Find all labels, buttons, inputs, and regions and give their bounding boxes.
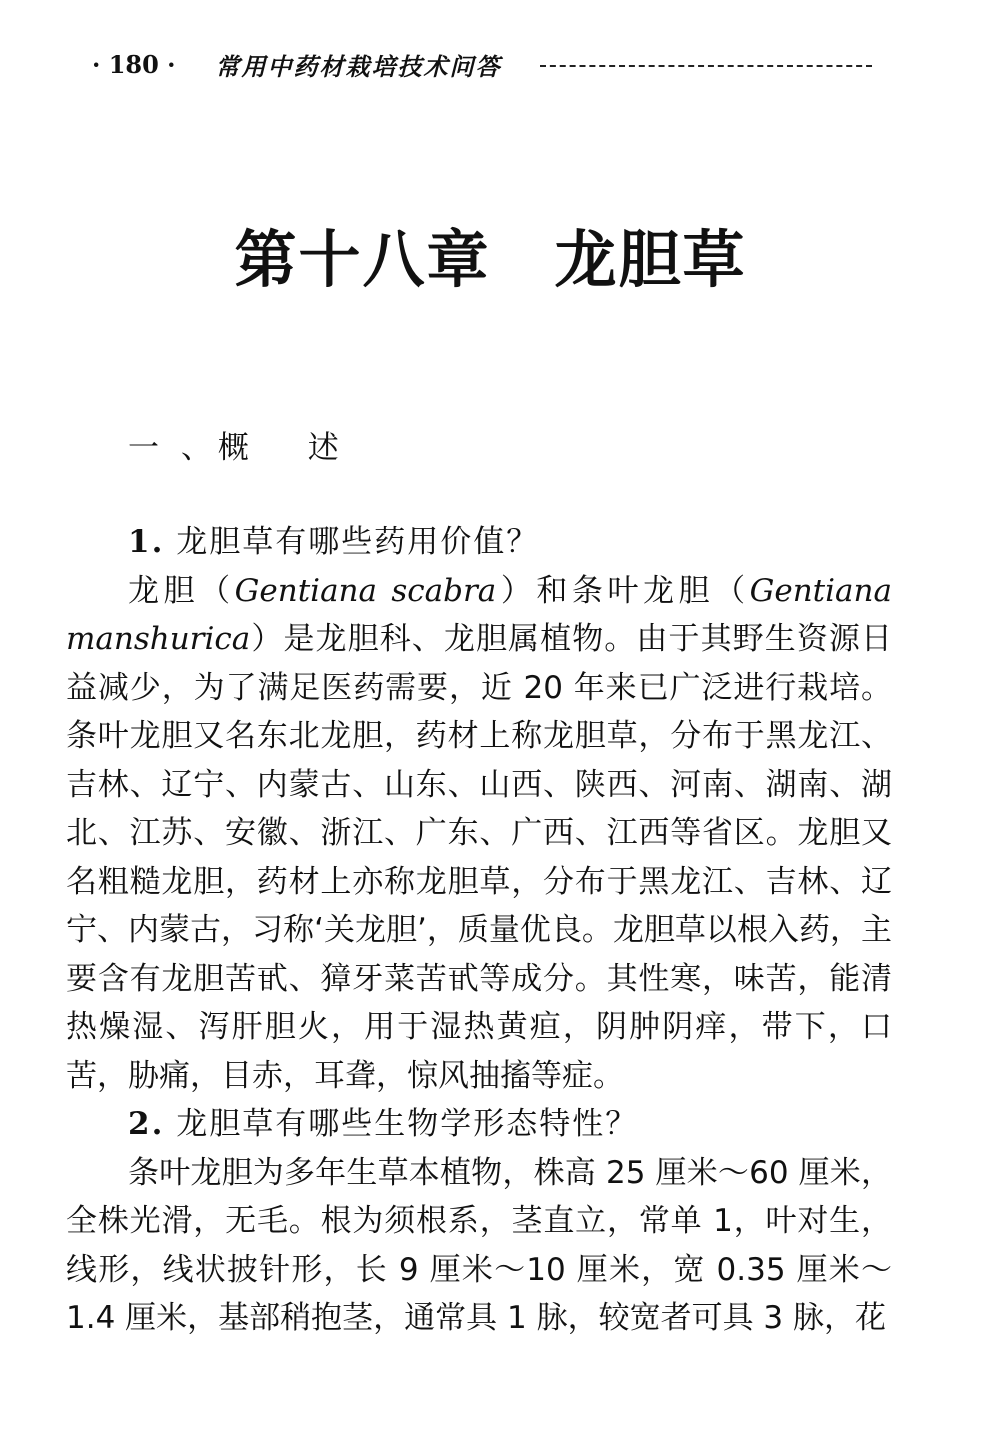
book-title: 常用中药材栽培技术问答 [215, 51, 502, 81]
paragraph-text: ）是龙胆科、龙胆属植物。由于其野生资源日益减少，为了满足医药需要，近 20 年来已广泛进行栽培。条叶龙胆又名东北龙胆，药材上称龙胆草，分布于黑龙江、吉林、辽宁、内蒙古、山东、山西、陕西、河南、湖南、湖北、江苏、安徽、浙江、广东、广西、江西等省区。龙胆又名粗糙龙胆，药材上亦称龙胆草，分布于黑龙江、吉林、辽宁、内蒙古，习称‘关龙胆’，质量优良。龙胆草以根入药，主要含有龙胆苦甙、獐牙菜苦甙等成分。其性寒，味苦，能清热燥湿、泻肝胆火，用于湿热黄疸，阴肿阴痒，带下，口苦，胁痛，目赤，耳聋，惊风抽搐等症。 [66, 621, 892, 1094]
paragraph-text: 龙胆（ [128, 572, 235, 609]
page-number: · 180 · [92, 49, 176, 79]
latin-name: Gentiana scabra [234, 572, 497, 609]
latin-name: Gentiana manshurica [66, 572, 892, 657]
header-rule [540, 65, 872, 67]
body-text [66, 518, 892, 1343]
section-heading: 一 、概 述 [128, 430, 345, 466]
paragraph-text: ）和条叶龙胆（ [496, 572, 750, 609]
question-number: 2. [128, 1106, 165, 1142]
paragraph-text: 条叶龙胆为多年生草本植物，株高 25 厘米～60 厘米，全株光滑，无毛。根为须根系，茎直立，常单 1，叶对生，线形，线状披针形，长 9 厘米～10 厘米，宽 0.35 厘米～1.4 厘米，基部稍抱茎，通常具 1 脉，较宽者可具 3 脉，花 [66, 1154, 892, 1336]
answer-paragraph-2 [66, 1149, 892, 1343]
question-text: 龙胆草有哪些生物学形态特性？ [176, 1106, 639, 1142]
question-1 [66, 518, 892, 567]
question-2 [66, 1100, 892, 1149]
question-text: 龙胆草有哪些药用价值？ [176, 524, 540, 560]
running-header [92, 46, 892, 82]
question-number: 1. [128, 524, 165, 560]
answer-paragraph-1 [66, 567, 892, 1101]
chapter-title: 第十八章 龙胆草 [234, 223, 747, 296]
